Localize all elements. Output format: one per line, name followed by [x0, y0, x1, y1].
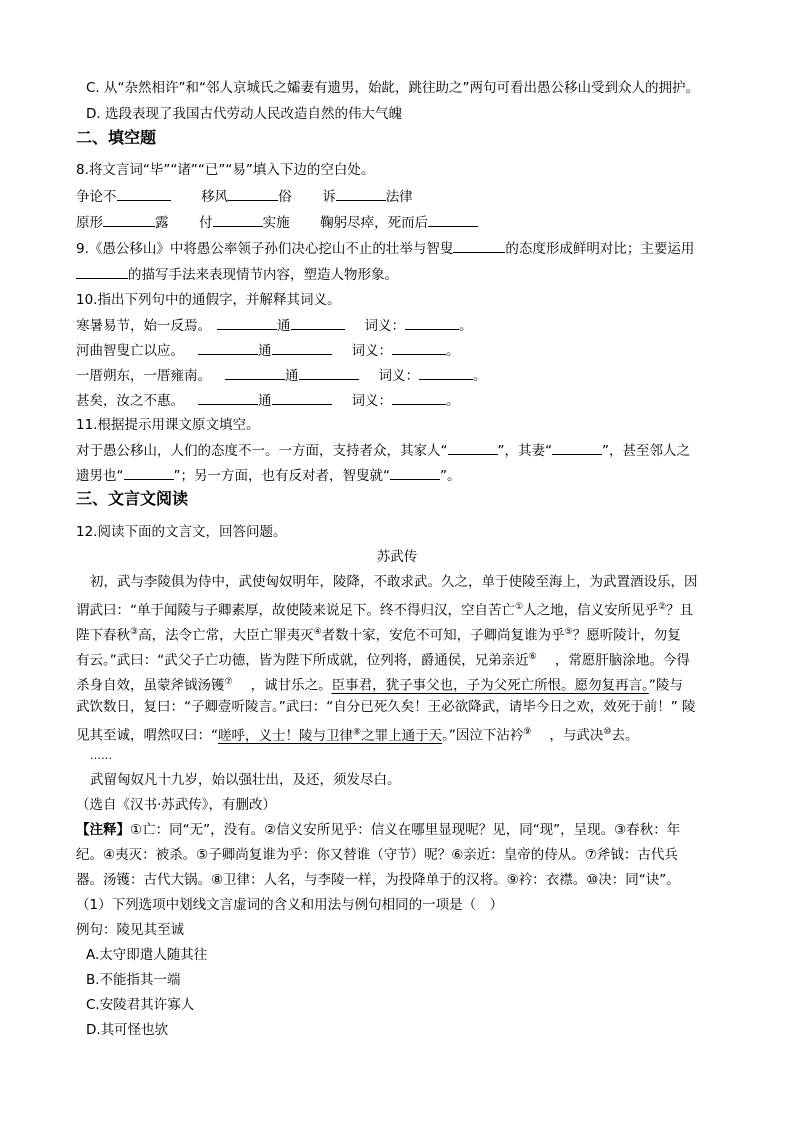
q11-line-1: 对于愚公移山，人们的态度不一。一方面，支持者众，其家人“ ”，其妻“ ”，甚至邻人之: [76, 440, 690, 461]
section-3-title: 三、文言文阅读: [76, 489, 189, 508]
passage-line: 武饮数日，复曰：“子卿壹听陵言。”武曰：“自分已死久矣！王必欲降武，请毕今日之欢，效死于前！” 陵: [76, 699, 696, 715]
underlined-sentence: 臣事君，犹子事父也，子为父死亡所恨。愿勿复再言。: [331, 677, 649, 694]
q10-blank[interactable]: [198, 340, 258, 355]
q10-item-1: 寒暑易节，始一反焉。 通 词义： 。: [76, 315, 473, 336]
q8-row-1: 争论不 移风 俗 诉 法律: [76, 186, 413, 207]
passage-line: 武留匈奴凡十九岁，始以强壮出，及还，须发尽白。: [90, 772, 401, 788]
q10-blank[interactable]: [272, 390, 332, 405]
example-sentence: 例句：陵见其至诚: [76, 922, 184, 938]
sub-question-1: （1）下列选项中划线文言虚词的含义和用法与例句相同的一项是（ ）: [76, 897, 504, 913]
q10-item-3: 一厝朔东，一厝雍南。 通 词义： 。: [76, 365, 487, 386]
option-c: C. 从“杂然相许”和“邻人京城氏之孀妻有遗男，始龀，跳往助之”两句可看出愚公移山受到众人的拥护。: [86, 80, 699, 96]
notes-line: 器。汤镬：古代大锅。⑧卫律：人名，与李陵一样，为投降单于的汉将。⑨衿：衣襟。⑩决：同“诀”。: [76, 872, 680, 888]
q11-blank[interactable]: [124, 465, 174, 480]
q10-prompt: 10.指出下列句中的通假字，并解释其词义。: [76, 292, 341, 308]
passage-line: 陛下春秋③高，法令亡常，大臣亡罪夷灭④者数十家，安危不可知，子卿尚复谁为乎⑤？愿听陵计，勿复: [76, 627, 681, 644]
passage-line: 见其至诚，喟然叹曰：“嗟呼，义士！陵与卫律⑧之罪上通于天。”因泣下沾衿⑨ ，与武决⑩去。: [76, 727, 639, 744]
notes-line: 纪。④夷灭：被杀。⑤子卿尚复谁为乎：你又替谁（守节）呢？⑥亲近：皇帝的侍从。⑦斧钺：古代兵: [76, 847, 678, 863]
passage-line: 有云。”武曰：“武父子亡功德，皆为陛下所成就，位列将，爵通侯，兄弟亲近⑥ ，常愿肝脑涂地。今得: [76, 652, 690, 669]
q8-prompt: 8.将文言词“毕”“诸”“已”“易”填入下边的空白处。: [76, 162, 375, 178]
q8-blank[interactable]: [213, 212, 263, 227]
passage-title: 苏武传: [376, 549, 418, 565]
q10-blank[interactable]: [392, 340, 446, 355]
q10-blank[interactable]: [299, 365, 359, 380]
option-d: D. 选段表现了我国古代劳动人民改造自然的伟大气魄: [86, 106, 402, 122]
q10-item-4: 甚矣，汝之不惠。 通 词义： 。: [76, 390, 460, 411]
q10-blank[interactable]: [198, 390, 258, 405]
option-a[interactable]: A.太守即遣人随其往: [86, 947, 208, 963]
q9-line-1: 9.《愚公移山》中将愚公率领子孙们决心挖山不止的壮举与智叟 的态度形成鲜明对比；主要运用: [76, 238, 694, 259]
q9-blank[interactable]: [453, 238, 505, 253]
q10-blank[interactable]: [225, 365, 285, 380]
option-c[interactable]: C.安陵君其许寡人: [86, 997, 195, 1013]
section-2-title: 二、填空题: [76, 128, 157, 147]
q11-blank[interactable]: [552, 440, 602, 455]
q8-blank[interactable]: [336, 186, 386, 201]
notes-line: 【注释】①亡：同“无”，没有。②信义安所见乎：信义在哪里显现呢？见，同“现”，呈现。③春秋：年: [76, 822, 681, 838]
q8-blank[interactable]: [428, 212, 478, 227]
passage-line: 初，武与李陵俱为侍中，武使匈奴明年，陵降，不敢求武。久之，单于使陵至海上，为武置酒设乐，因: [90, 574, 698, 590]
q8-blank[interactable]: [117, 186, 171, 201]
q10-blank[interactable]: [291, 315, 345, 330]
option-d[interactable]: D.其可怪也欤: [86, 1022, 169, 1038]
option-b[interactable]: B.不能指其一端: [86, 972, 181, 988]
q12-prompt: 12.阅读下面的文言文，回答问题。: [76, 524, 287, 540]
q10-blank[interactable]: [405, 315, 459, 330]
q10-blank[interactable]: [419, 365, 473, 380]
passage-line: 杀身自效，虽蒙斧钺汤镬⑦ ，诚甘乐之。臣事君，犹子事父也，子为父死亡所恨。愿勿复再言。”陵与: [76, 677, 683, 694]
q11-blank[interactable]: [448, 440, 498, 455]
q11-prompt: 11.根据提示用课文原文填空。: [76, 417, 260, 433]
q9-blank[interactable]: [76, 264, 128, 279]
q8-blank[interactable]: [103, 212, 155, 227]
q11-blank[interactable]: [390, 465, 440, 480]
passage-line: 谓武曰：“单于闻陵与子卿素厚，故使陵来说足下。终不得归汉，空自苦亡①人之地，信义安所见乎②？且: [76, 602, 694, 619]
q10-blank[interactable]: [217, 315, 277, 330]
q11-line-2: 遗男也“ ”；另一方面，也有反对者，智叟就“ ”。: [76, 465, 461, 486]
q10-item-2: 河曲智叟亡以应。 通 词义： 。: [76, 340, 460, 361]
ellipsis: ……: [90, 749, 112, 762]
q9-line-2: 的描写手法来表现情节内容，塑造人物形象。: [76, 264, 398, 285]
underlined-sentence: 嗟呼，义士！陵与卫律⑧之罪上通于天: [218, 727, 443, 744]
q10-blank[interactable]: [272, 340, 332, 355]
q8-blank[interactable]: [228, 186, 278, 201]
q8-row-2: 原形 露 付 实施 鞠躬尽瘁，死而后: [76, 212, 478, 233]
q10-blank[interactable]: [392, 390, 446, 405]
source-note: （选自《汉书·苏武传》，有删改）: [76, 797, 277, 813]
